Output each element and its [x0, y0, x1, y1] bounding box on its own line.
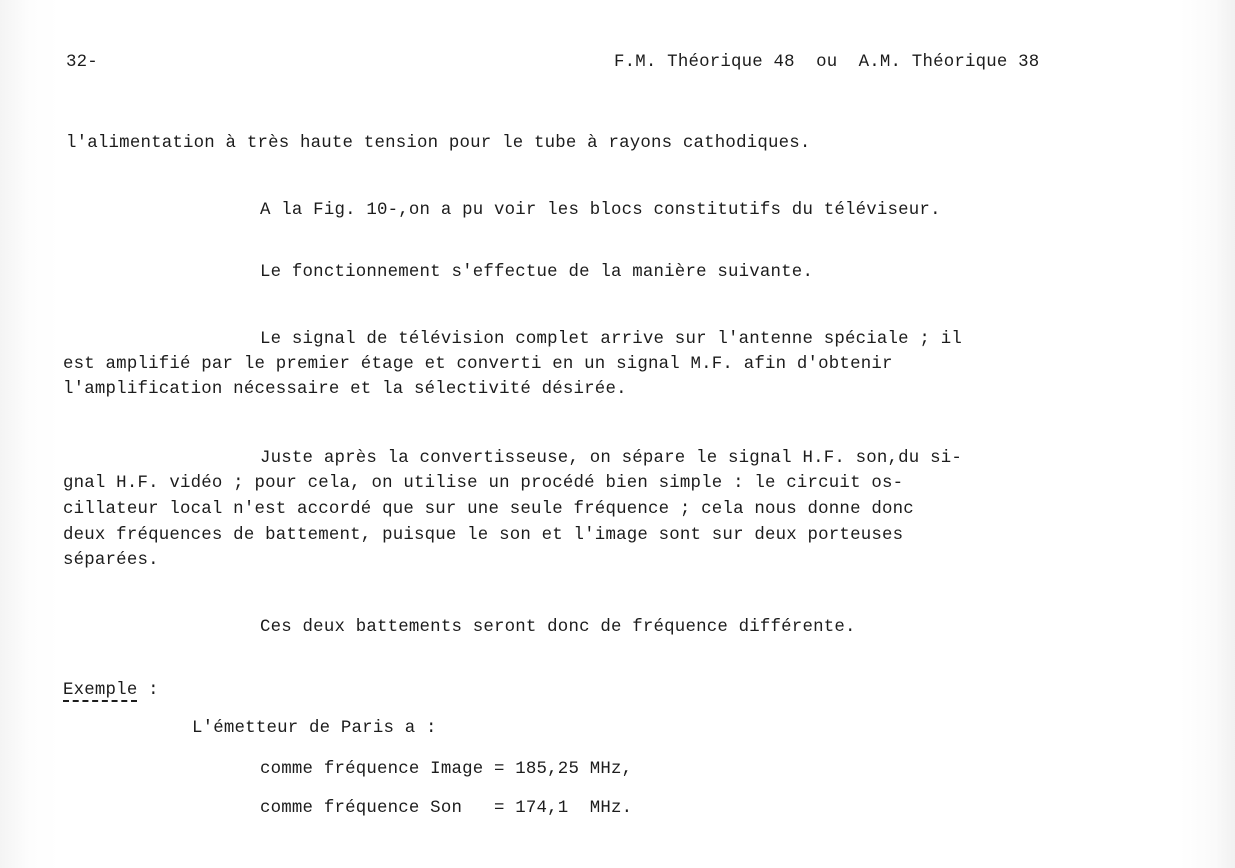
text-line: Le fonctionnement s'effectue de la manière suivante.: [260, 263, 814, 282]
text-line: l'alimentation à très haute tension pour le tube à rayons cathodiques.: [66, 134, 811, 153]
text-line: l'amplification nécessaire et la sélectivité désirée.: [63, 380, 627, 399]
example-heading: Exemple: [63, 681, 138, 700]
text-line: comme fréquence Son = 174,1 MHz.: [260, 799, 633, 818]
text-line: est amplifié par le premier étage et converti en un signal M.F. afin d'obtenir: [63, 355, 893, 374]
text-line: comme fréquence Image = 185,25 MHz,: [260, 760, 633, 779]
text-line: A la Fig. 10-,on a pu voir les blocs constitutifs du téléviseur.: [260, 201, 941, 220]
text-line: L'émetteur de Paris a :: [192, 719, 437, 738]
text-line: deux fréquences de battement, puisque le son et l'image sont sur deux porteuses: [63, 526, 904, 545]
text-line: Juste après la convertisseuse, on sépare le signal H.F. son,du si-: [260, 449, 962, 468]
text-line: gnal H.F. vidéo ; pour cela, on utilise un procédé bien simple : le circuit os-: [63, 474, 904, 493]
text-line: séparées.: [63, 551, 159, 570]
text-line: Ces deux battements seront donc de fréquence différente.: [260, 618, 856, 637]
text-line: cillateur local n'est accordé que sur une seule fréquence ; cela nous donne donc: [63, 500, 914, 519]
page-number: 32-: [66, 53, 98, 72]
example-heading-line: [63, 681, 159, 701]
running-header: F.M. Théorique 48 ou A.M. Théorique 38: [614, 53, 1040, 72]
example-heading-colon: :: [137, 681, 159, 700]
text-line: Le signal de télévision complet arrive sur l'antenne spéciale ; il: [260, 330, 962, 349]
